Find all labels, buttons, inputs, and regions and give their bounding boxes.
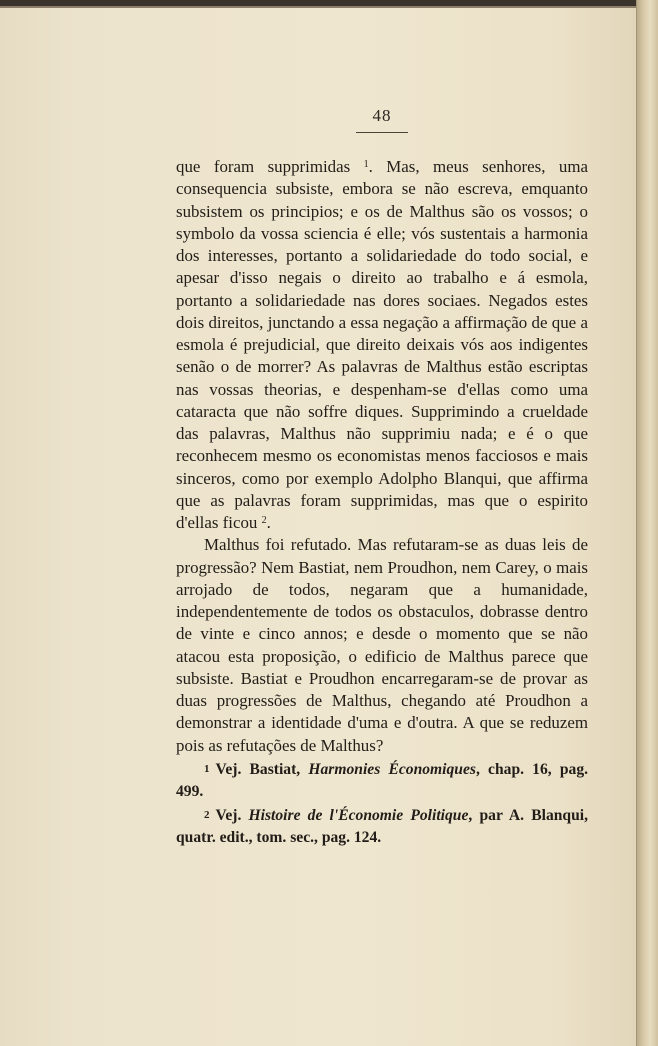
text-run: . Mas, meus senhores, uma consequencia subsiste, embora se não escreva, emquanto subsistem os principios; e os de Malthus são os vossos; o symbolo da vossa sciencia é elle; vós sustentais a harmonia dos interesses, portanto a solidariedade do todo social, e apesar d'isso negais o direito ao trabalho e á esmola, portanto a solidariedade nas dores sociaes. Negados estes dois direitos, junctando a essa negação a affirmação de que a esmola é prejudicial, que direito deixais vós aos indigentes senão o de morrer? As palavras de Malthus estão escriptas nas vossas theorias, e despenham-se d'ellas como uma cataracta que não soffre diques. Supprimindo a crueldade das palavras, Malthus não supprimiu nada; e é o que reconhecem mesmo os economistas menos facciosos e mais sinceros, como por exemplo Adolpho Blanqui, que affirma que as palavras foram supprimidas, mas que o espirito d'ellas ficou <box>176 157 588 532</box>
footnote-text: Vej. Bastiat, <box>215 761 309 778</box>
footnote-marker: 1 <box>204 763 210 775</box>
book-gutter-edge <box>636 0 658 1046</box>
footnote-ref: 2 <box>261 515 267 526</box>
footnote-text: Vej. <box>215 807 249 824</box>
footnote <box>176 758 588 803</box>
footnote-ref: 1 <box>363 159 369 170</box>
footnote-text: , chap. 16, pag. 499. <box>176 761 589 800</box>
book-page <box>0 6 636 1046</box>
text-run: que foram supprimidas <box>176 157 364 176</box>
footnote-marker: 2 <box>204 809 210 821</box>
footnote <box>176 804 588 849</box>
page-number: 48 <box>372 106 392 125</box>
footnote-title: Harmonies Économiques <box>308 761 476 778</box>
paragraph <box>176 156 588 534</box>
page-number-rule <box>356 132 408 133</box>
text-run: Malthus foi refutado. Mas refutaram-se as duas leis de progressão? Nem Bastiat, nem Proudhon, nem Carey, o mais arrojado de todos, negaram que a humanidade, independentemente de todos os obstaculos, dobrasse dentro de vinte e cinco annos; e desde o momento que se não atacou esta proposição, o edificio de Malthus parece que subsiste. Bastiat e Proudhon encarregaram-se de provar as duas progressões de Malthus, chegando até Proudhon a demonstrar a identidade d'uma e d'outra. A que se reduzem pois as refutações de Malthus? <box>176 535 588 755</box>
footnote-text: , par A. Blanqui, quatr. edit., tom. sec., pag. 124. <box>176 807 588 846</box>
text-run: . <box>266 513 271 532</box>
footnote-title: Histoire de l'Économie Politique <box>248 807 469 824</box>
main-text <box>176 156 588 757</box>
paragraph <box>176 534 588 757</box>
footnotes <box>176 758 588 850</box>
